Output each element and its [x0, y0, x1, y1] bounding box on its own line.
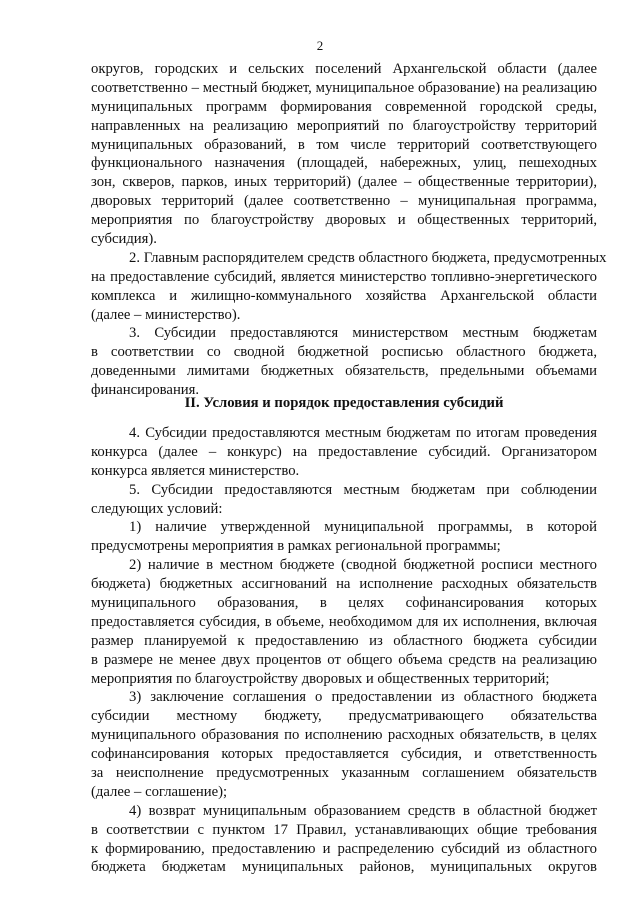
- text-line: размер планируемой к предоставлению из областного бюджета субсидии: [91, 632, 597, 649]
- text-line: 2. Главным распорядителем средств областного бюджета, предусмотренных: [129, 249, 607, 266]
- text-line: функционального назначения (площадей, набережных, улиц, пешеходных: [91, 155, 597, 172]
- text-line: 1) наличие утвержденной муниципальной программы, в которой: [129, 519, 597, 536]
- text-line: доведенными лимитами бюджетных обязательств, предельными объемами: [91, 363, 597, 380]
- text-line: в соответствии со сводной бюджетной росписью областного бюджета,: [91, 344, 597, 361]
- text-line: предусмотрены мероприятия в рамках региональной программы;: [91, 538, 501, 555]
- text-line: 3. Субсидии предоставляются министерством местным бюджетам: [129, 325, 597, 342]
- text-line: субсидии местному бюджету, предусматривающего обязательства: [91, 708, 597, 725]
- text-line: в размере не менее двух процентов от общего объема средств на реализацию: [91, 651, 597, 668]
- text-line: 2) наличие в местном бюджете (сводной бюджетной росписи местного: [129, 557, 597, 574]
- text-line: зон, скверов, парков, иных территорий) (далее – общественные территории),: [91, 174, 597, 191]
- text-line: соответственно – местный бюджет, муниципальное образование) на реализацию: [91, 79, 597, 96]
- text-line: 5. Субсидии предоставляются местным бюджетам при соблюдении: [129, 481, 597, 498]
- paragraph-block-1: [91, 60, 607, 400]
- text-line: 4. Субсидии предоставляются местным бюджетам по итогам проведения: [129, 425, 597, 441]
- text-line: на предоставление субсидий, является министерство топливно-энергетического: [91, 268, 597, 285]
- text-line: конкурса является министерство.: [91, 462, 300, 479]
- text-line: муниципальных образований, в том числе территорий соответствующего: [91, 136, 597, 153]
- text-line: в соответствии с пунктом 17 Правил, устанавливающих общие требования: [91, 821, 597, 838]
- text-line: (далее – министерство).: [91, 306, 241, 323]
- text-line: 3) заключение соглашения о предоставлении из областного бюджета: [129, 689, 597, 706]
- text-line: мероприятия по благоустройству дворовых и общественных территорий;: [91, 670, 550, 687]
- page-number: 2: [316, 38, 324, 53]
- text-line: к формированию, предоставлению и распределению субсидий из областного: [91, 840, 597, 857]
- text-line: финансирования.: [91, 382, 200, 399]
- text-line: следующих условий:: [91, 500, 223, 517]
- paragraph-block-2: [91, 424, 597, 877]
- text-line: направленных на реализацию мероприятий по благоустройству территорий: [91, 117, 597, 134]
- text-line: 4) возврат муниципальным образованием средств в областной бюджет: [129, 802, 597, 819]
- text-line: муниципальных программ формирования современной городской среды,: [91, 98, 597, 115]
- text-line: софинансирования которых предоставляется субсидия, и ответственность: [91, 746, 597, 763]
- text-line: (далее – соглашение);: [91, 783, 228, 800]
- text-line: за неисполнение предусмотренных указанным соглашением обязательств: [91, 765, 597, 782]
- text-line: муниципального образования по исполнению расходных обязательств, в целях: [91, 727, 597, 744]
- text-line: бюджета) бюджетных ассигнований на исполнение расходных обязательств: [91, 576, 597, 593]
- text-line: предоставляется субсидия, в объеме, необходимом для их исполнения, включая: [91, 613, 597, 630]
- text-line: субсидия).: [91, 231, 157, 248]
- text-line: округов, городских и сельских поселений Архангельской области (далее: [91, 61, 597, 77]
- text-line: конкурса (далее – конкурс) на предоставление субсидий. Организатором: [91, 443, 597, 460]
- text-line: мероприятия по благоустройству дворовых и общественных территорий,: [91, 212, 597, 229]
- text-line: дворовых территорий (далее соответственно – муниципальная программа,: [91, 193, 597, 210]
- text-line: комплекса и жилищно-коммунального хозяйства Архангельской области: [91, 287, 597, 304]
- section-heading: II. Условия и порядок предоставления субсидий: [184, 395, 504, 411]
- text-line: муниципального образования, в целях софинансирования которых: [91, 595, 597, 612]
- text-line: бюджета бюджетам муниципальных районов, муниципальных округов: [91, 859, 597, 876]
